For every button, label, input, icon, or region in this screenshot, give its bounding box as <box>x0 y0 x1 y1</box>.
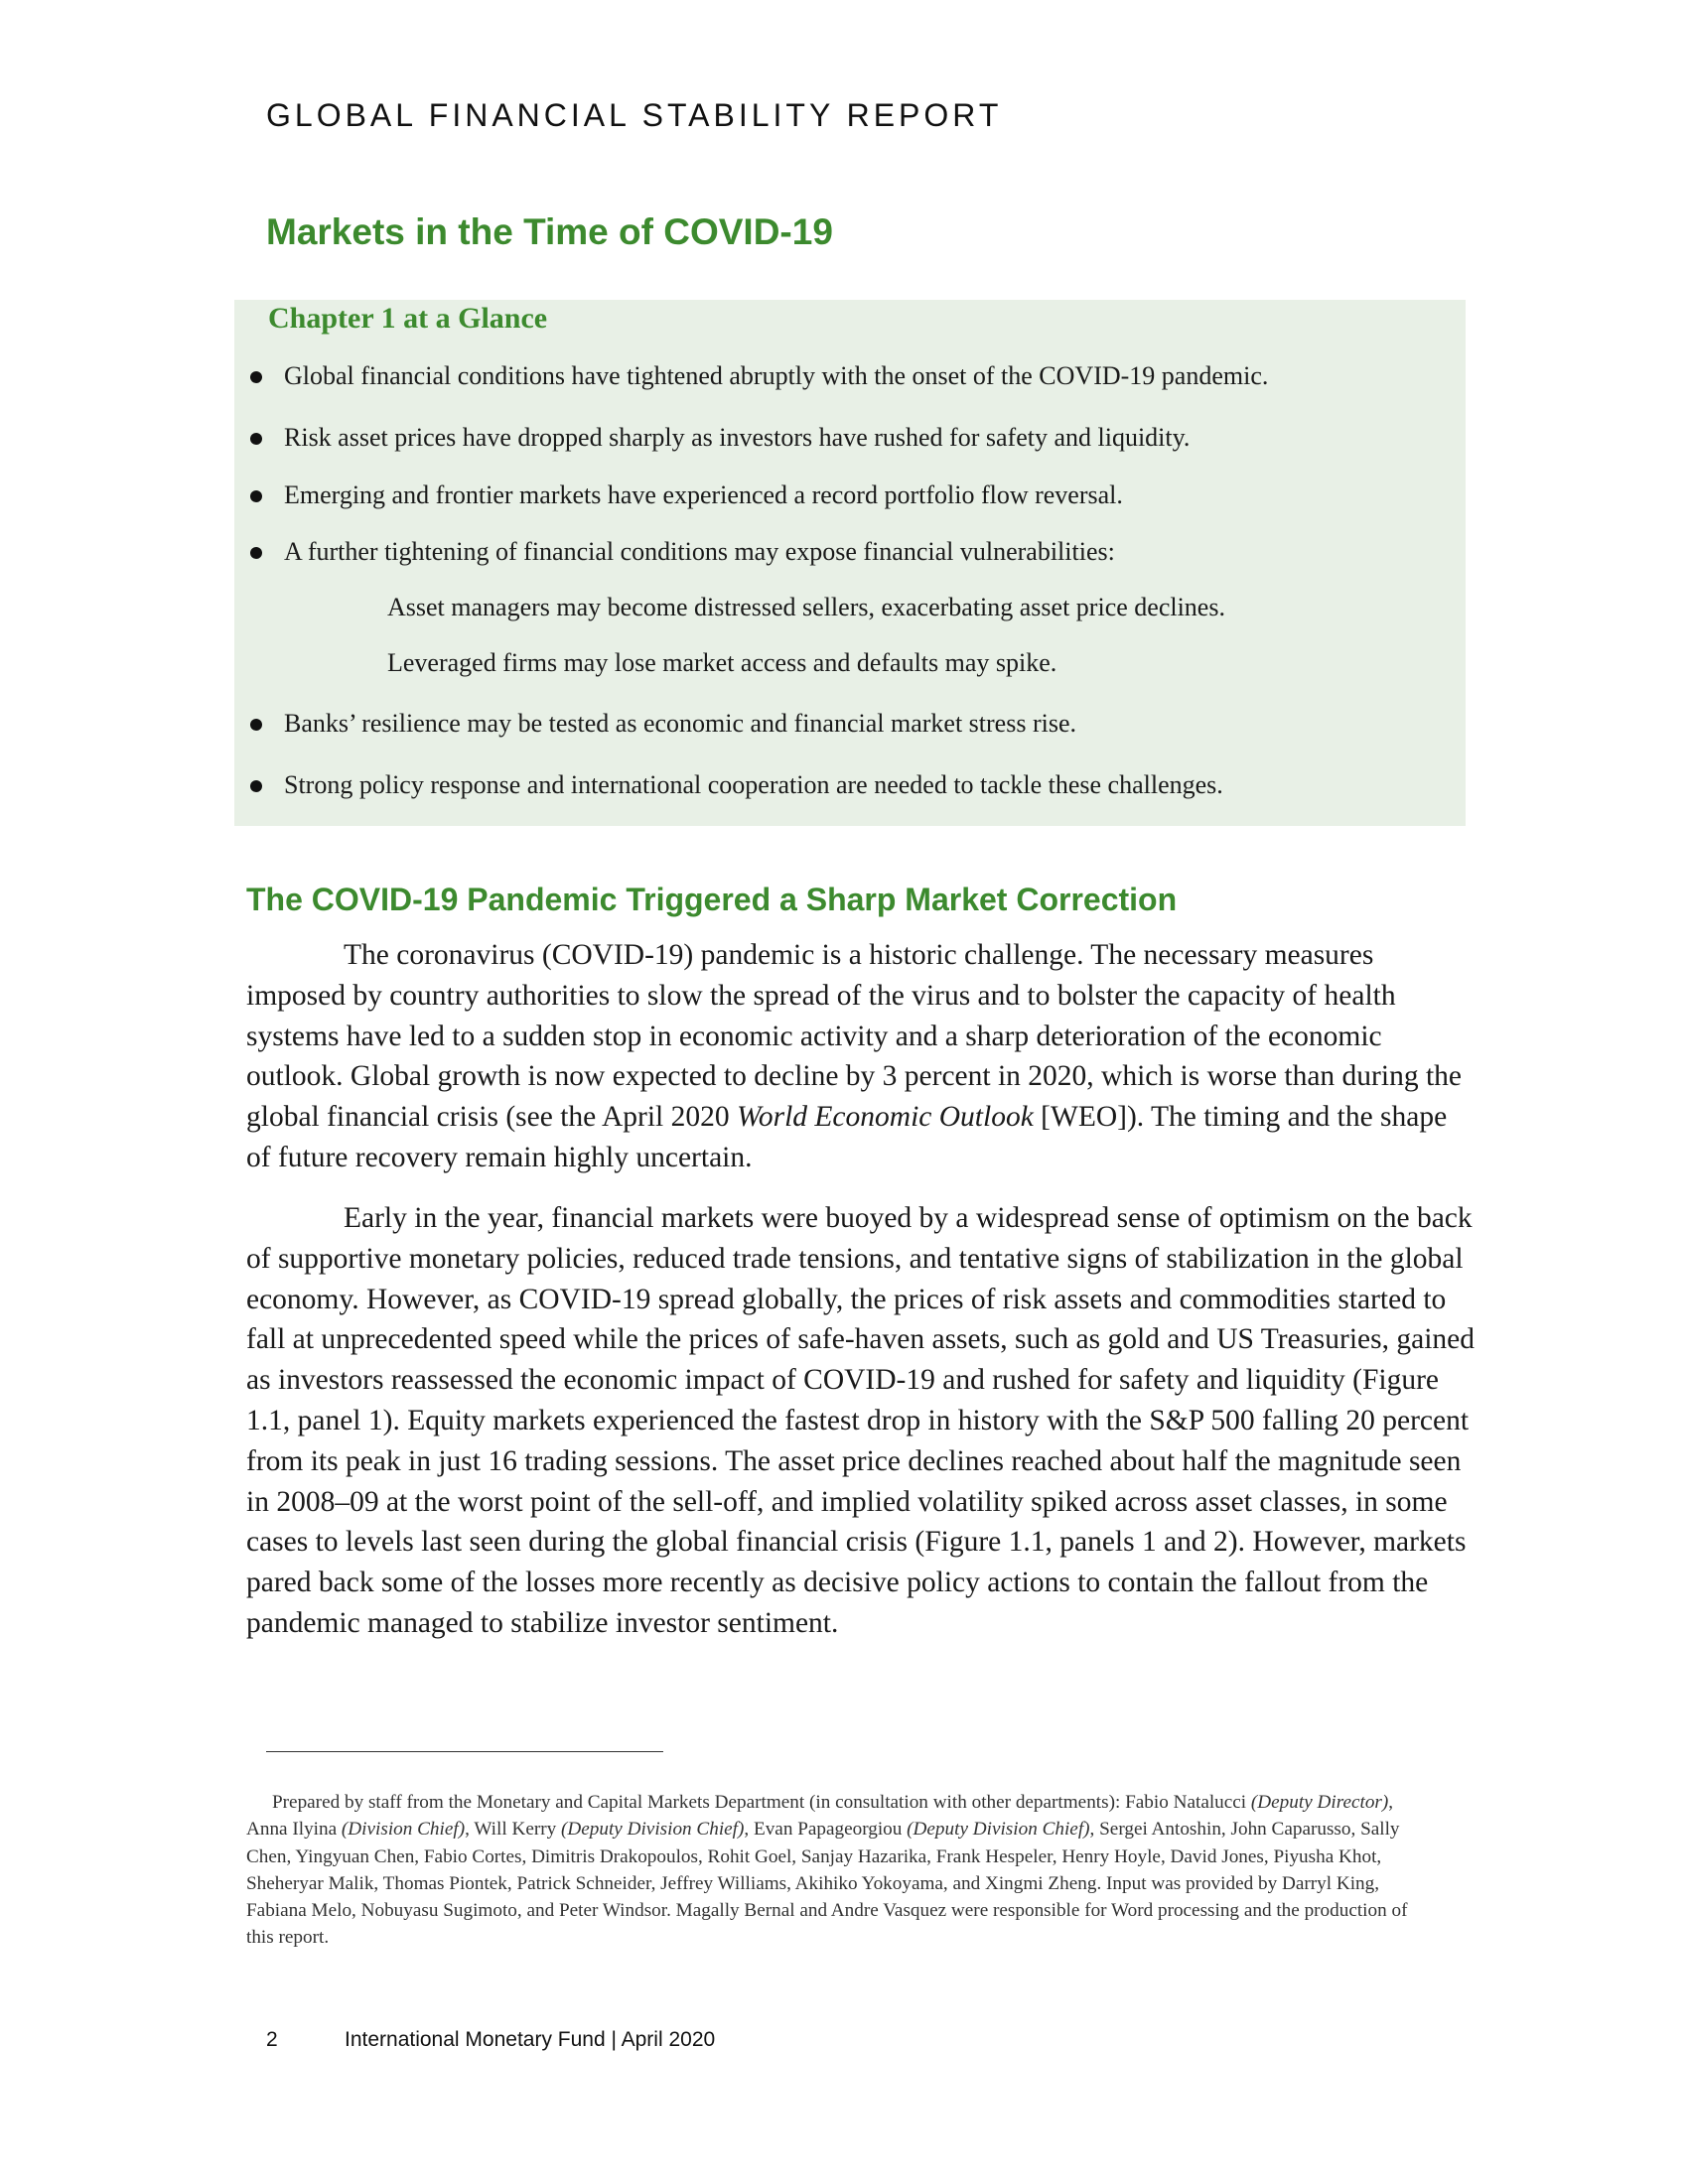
glance-bullet-text: Strong policy response and international cooperation are needed to tackle these challenges. <box>284 770 1223 799</box>
glance-bullet-text: Emerging and frontier markets have experienced a record portfolio flow reversal. <box>284 480 1123 509</box>
bullet-icon <box>250 433 262 445</box>
bullet-icon <box>250 719 262 731</box>
glance-bullet-text: A further tightening of financial conditions may expose financial vulnerabilities: <box>284 537 1115 566</box>
paragraph-text: The coronavirus (COVID-19) pandemic is a historic challenge. The necessary measures imposed by country authorities to slow the spread of the virus and to bolster the capacity of health systems have led to a sudden stop in economic activity and a sharp deterioration of the economic outlook. Global growth is now expected to decline by 3 percent in 2020, which is worse than during the global financial crisis (see the April 2020 <box>246 939 1462 1134</box>
body-paragraph: Early in the year, financial markets were buoyed by a widespread sense of optimism on the back of supportive monetary policies, reduced trade tensions, and tentative signs of stabilization in the global economy. However, as COVID-19 spread globally, the prices of risk assets and commodities started to fall at unprecedented speed while the prices of safe-haven assets, such as gold and US Treasuries, gained as investors reassessed the economic impact of COVID-19 and rushed for safety and liquidity (Figure 1.1, panel 1). Equity markets experienced the fastest drop in history with the S&P 500 falling 20 percent from its peak in just 16 trading sessions. The asset price declines reached about half the magnitude seen in 2008–09 at the worst point of the sell-off, and implied volatility spiked across asset classes, in some cases to levels last seen during the global financial crisis (Figure 1.1, panels 1 and 2). However, markets pared back some of the losses more recently as decisive policy actions to contain the fallout from the pandemic managed to stabilize investor sentiment. <box>246 1202 1475 1639</box>
footnote-text: Prepared by staff from the Monetary and Capital Markets Department (in consultation with other departments): Fabio Natalucci <box>272 1792 1251 1813</box>
glance-bullet-text: Global financial conditions have tightened abruptly with the onset of the COVID-19 pandemic. <box>284 361 1269 390</box>
report-header-title: GLOBAL FINANCIAL STABILITY REPORT <box>266 97 1003 133</box>
glance-sub-item: Asset managers may become distressed sellers, exacerbating asset price declines. <box>387 593 1225 621</box>
footnote <box>246 1789 1438 1952</box>
section-heading: The COVID-19 Pandemic Triggered a Sharp Market Correction <box>246 882 1178 917</box>
footnote-text: , Sergei Antoshin, John Caparusso, Sally Chen, Yingyuan Chen, Fabio Cortes, Dimitris Drakopoulos, Rohit Goel, Sanjay Hazarika, Frank Hespeler, Henry Hoyle, David Jones, Piyusha Khot, Sheheryar Malik, Thomas Piontek, Patrick Schneider, Jeffrey Williams, Akihiko Yokoyama, and Xingmi Zheng. Input was provided by Darryl King, Fabiana Melo, Nobuyasu Sugimoto, and Peter Windsor. Magally Bernal and Andre Vasquez were responsible for Word processing and the production of this report. <box>246 1819 1408 1949</box>
paragraph-text: [WEO]). The timing and the shape of future recovery remain highly uncertain. <box>246 1101 1448 1173</box>
footnote-text: , Anna Ilyina <box>246 1792 1394 1841</box>
body-paragraph <box>246 935 1477 1178</box>
page-number: 2 <box>266 2028 278 2051</box>
footnote-text: , Will Kerry <box>465 1819 562 1841</box>
glance-sub-item: Leveraged firms may lose market access and defaults may spike. <box>387 648 1057 677</box>
footnote-divider <box>266 1751 663 1752</box>
bullet-icon <box>250 490 262 502</box>
glance-bullet-text: Risk asset prices have dropped sharply as investors have rushed for safety and liquidity. <box>284 423 1191 452</box>
chapter-title: Markets in the Time of COVID-19 <box>266 211 833 252</box>
footnote-text: , Evan Papageorgiou <box>744 1819 908 1841</box>
glance-heading: Chapter 1 at a Glance <box>268 302 548 335</box>
glance-bullet-text: Banks’ resilience may be tested as economic and financial market stress rise. <box>284 709 1077 738</box>
bullet-icon <box>250 371 262 383</box>
footnote-role: (Deputy Division Chief) <box>561 1819 745 1841</box>
bullet-icon <box>250 780 262 792</box>
footnote-role: (Division Chief) <box>341 1819 466 1841</box>
footnote-role: (Deputy Director) <box>1250 1792 1389 1813</box>
bullet-icon <box>250 547 262 559</box>
weo-title: World Economic Outlook <box>737 1101 1034 1134</box>
footnote-role: (Deputy Division Chief) <box>907 1819 1090 1841</box>
footer-text: International Monetary Fund | April 2020 <box>345 2028 716 2051</box>
